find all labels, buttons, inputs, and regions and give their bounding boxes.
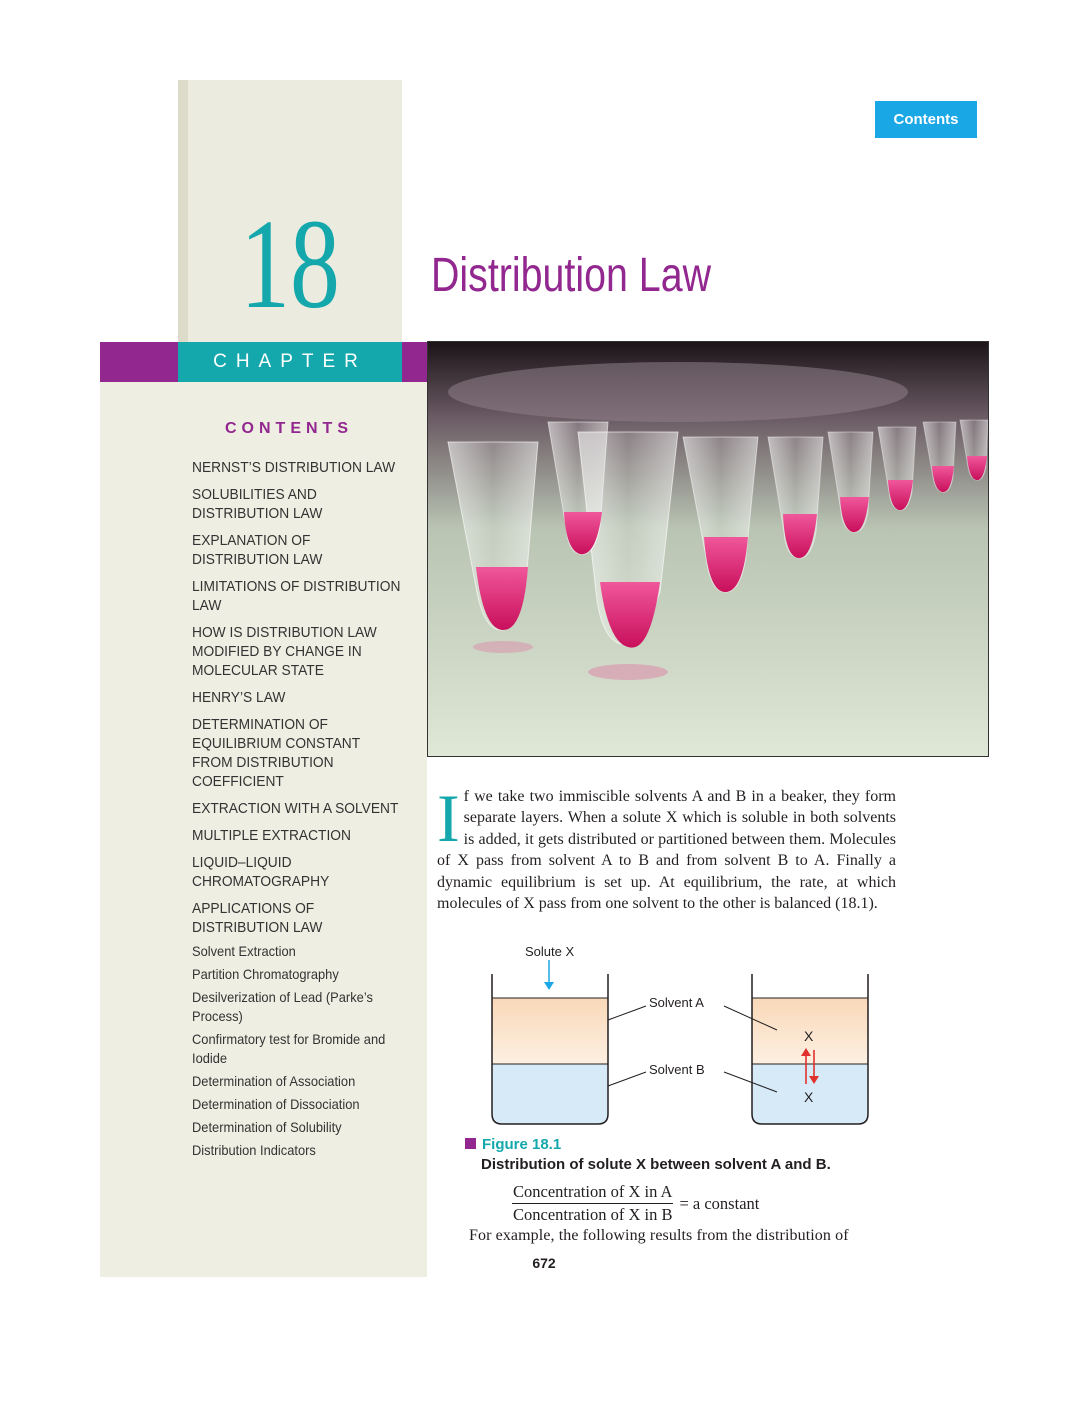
figure-caption: Distribution of solute X between solvent A and B.	[481, 1156, 831, 1173]
formula-rhs: = a constant	[679, 1193, 760, 1213]
figure-marker	[465, 1138, 476, 1149]
figure-number-text: Figure 18.1	[482, 1136, 562, 1153]
toc-item[interactable]: HOW IS DISTRIBUTION LAW MODIFIED BY CHANGE IN MOLECULAR STATE	[192, 625, 377, 679]
solute-label: Solute X	[525, 944, 575, 959]
distribution-figure	[470, 938, 890, 1138]
contents-heading: CONTENTS	[225, 420, 353, 437]
toc-item[interactable]: LIMITATIONS OF DISTRIBUTION LAW	[192, 579, 401, 614]
toc-subitem[interactable]: Determination of Solubility	[192, 1119, 342, 1135]
test-tubes-image	[428, 342, 988, 756]
formula-fraction	[512, 1182, 673, 1225]
chapter-photo	[427, 341, 989, 757]
intro-text: f we take two immiscible solvents A and B in a beaker, they form separate layers. When a solute X which is soluble in both solvents is added, it gets distributed or partitioned between them. Molecules of X pass from solvent A to B and from solvent B to A. Finally a dynamic equilibrium is set up. At equilibrium, the rate, at which molecules of X pass from one solvent to the other is balanced (18.1).	[437, 788, 896, 913]
page-number: 672	[532, 1255, 556, 1271]
chapter-number: 18	[240, 193, 340, 335]
toc-item[interactable]: MULTIPLE EXTRACTION	[192, 828, 351, 844]
body-continuation: For example, the following results from the distribution of	[469, 1227, 849, 1244]
toc-subitem[interactable]: Determination of Dissociation	[192, 1096, 360, 1112]
leader-line	[608, 1006, 646, 1020]
leader-line	[608, 1072, 646, 1086]
chapter-title: Distribution Law	[431, 249, 712, 302]
toc-item[interactable]: EXPLANATION OF DISTRIBUTION LAW	[192, 533, 323, 568]
toc-subitem[interactable]: Distribution Indicators	[192, 1142, 316, 1158]
toc-item[interactable]: LIQUID–LIQUID CHROMATOGRAPHY	[192, 855, 330, 890]
toc-item[interactable]: APPLICATIONS OF DISTRIBUTION LAW	[192, 901, 323, 936]
toc-subitem[interactable]: Desilverization of Lead (Parke’s Process)	[192, 989, 373, 1024]
table-of-contents	[192, 459, 412, 1164]
distribution-formula	[512, 1182, 759, 1225]
chapter-label: CHAPTER	[178, 342, 402, 382]
solvent-b-layer	[492, 1064, 608, 1124]
x-label-top: X	[804, 1028, 814, 1044]
solvent-a-layer	[492, 998, 608, 1064]
solvent-b-label: Solvent B	[649, 1062, 705, 1077]
toc-item[interactable]: EXTRACTION WITH A SOLVENT	[192, 801, 399, 817]
beaker-diagram	[470, 938, 890, 1138]
toc-subitem[interactable]: Solvent Extraction	[192, 943, 296, 959]
panel-edge	[178, 80, 188, 342]
toc-subitem[interactable]: Confirmatory test for Bromide and Iodide	[192, 1031, 386, 1066]
formula-denominator: Concentration of X in B	[513, 1205, 673, 1224]
toc-item[interactable]: NERNST’S DISTRIBUTION LAW	[192, 460, 396, 476]
toc-item[interactable]: HENRY’S LAW	[192, 690, 286, 706]
toc-subitem[interactable]: Determination of Association	[192, 1073, 356, 1089]
toc-item[interactable]: SOLUBILITIES AND DISTRIBUTION LAW	[192, 487, 323, 522]
toc-subitem[interactable]: Partition Chromatography	[192, 966, 339, 982]
contents-button[interactable]: Contents	[875, 101, 977, 138]
toc-item[interactable]: DETERMINATION OF EQUILIBRIUM CONSTANT FROM DISTRIBUTION COEFFICIENT	[192, 717, 360, 790]
intro-paragraph	[437, 780, 896, 914]
figure-number	[465, 1136, 561, 1153]
drop-cap: I	[437, 780, 460, 856]
formula-numerator: Concentration of X in A	[512, 1182, 673, 1204]
solute-arrowhead	[544, 982, 554, 990]
x-label-bottom: X	[804, 1089, 814, 1105]
solvent-a-label: Solvent A	[649, 995, 704, 1010]
